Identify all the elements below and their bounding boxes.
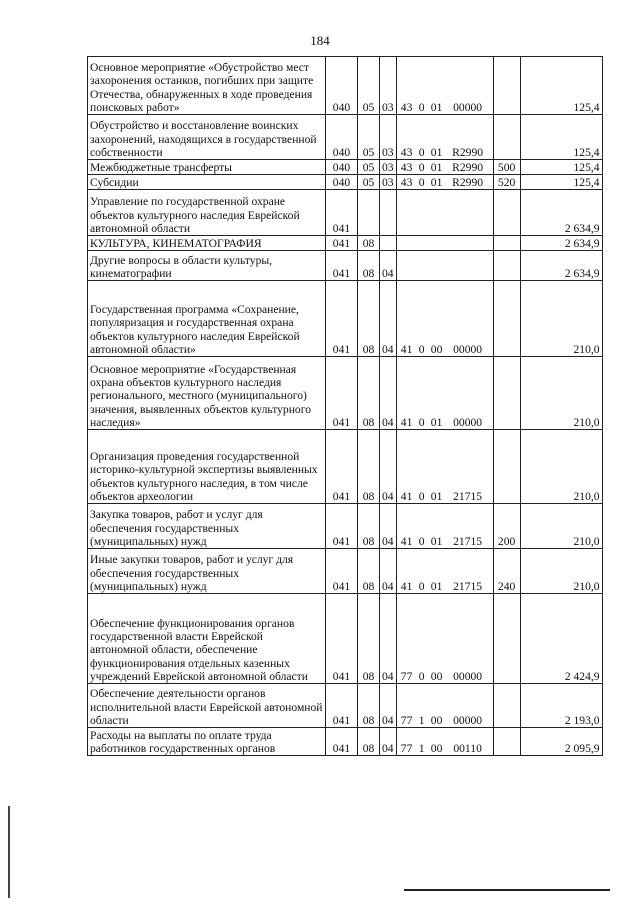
sum-cell <box>520 549 602 594</box>
ministry-cell <box>326 430 358 504</box>
ministry-cell <box>326 251 358 281</box>
table-row <box>88 504 603 549</box>
main-event-code: 00 <box>430 669 443 683</box>
ministry-cell <box>326 160 358 175</box>
subprogram-code: 0 <box>418 415 425 429</box>
section-cell <box>358 251 380 281</box>
subsection-cell <box>380 430 397 504</box>
direction-code: 21715 <box>453 534 483 548</box>
target-article-cell <box>396 281 493 357</box>
program-code: 43 <box>400 100 413 114</box>
ministry-code: 041 <box>332 221 351 235</box>
subsection-cell <box>380 549 397 594</box>
section-code: 08 <box>362 669 375 683</box>
subprogram-code: 0 <box>418 342 425 356</box>
section-code: 05 <box>362 145 375 159</box>
row-name-cell <box>88 160 326 175</box>
ministry-cell <box>326 504 358 549</box>
direction-code: R2990 <box>452 160 484 174</box>
section-cell <box>358 594 380 684</box>
ministry-code: 040 <box>332 175 351 189</box>
ministry-code: 040 <box>332 100 351 114</box>
section-cell <box>358 57 380 115</box>
expense-type-cell <box>493 549 520 594</box>
target-article-cell <box>396 357 493 430</box>
sum-cell <box>520 251 602 281</box>
subsection-cell <box>380 251 397 281</box>
expense-type-cell <box>493 236 520 251</box>
target-article-cell <box>396 57 493 115</box>
ministry-cell <box>326 115 358 160</box>
section-cell <box>358 281 380 357</box>
program-code: 43 <box>400 175 413 189</box>
section-cell <box>358 175 380 190</box>
main-event-code: 01 <box>430 415 443 429</box>
sum-cell <box>520 57 602 115</box>
direction-code: 00000 <box>453 713 483 727</box>
expense-type-cell <box>493 115 520 160</box>
subsection-cell <box>380 115 397 160</box>
target-article-cell <box>396 190 493 236</box>
budget-table <box>87 56 603 756</box>
target-article-cell <box>396 684 493 728</box>
ministry-code: 041 <box>332 342 351 356</box>
row-name-cell <box>88 57 326 115</box>
row-name-cell <box>88 281 326 357</box>
subprogram-code: 0 <box>418 145 425 159</box>
subsection-cell <box>380 504 397 549</box>
target-article-cell <box>396 594 493 684</box>
table-row <box>88 594 603 684</box>
ministry-cell <box>326 549 358 594</box>
expense-type-cell <box>493 594 520 684</box>
row-name: Субсидии <box>90 175 139 189</box>
subprogram-code: 0 <box>418 160 425 174</box>
row-name: Организация проведения государственной историко-культурной экспертизы выявленных объектов культурного наследия, в том числе объектов археологии <box>90 450 318 503</box>
expense-type-cell <box>493 160 520 175</box>
sum-value: 125,4 <box>573 145 600 159</box>
row-name: Основное мероприятие «Государственная охрана объектов культурного наследия регионального, местного (муниципального) значения, выявленных объектов культурного наследия» <box>90 362 311 429</box>
ministry-code: 040 <box>332 160 351 174</box>
ministry-cell <box>326 236 358 251</box>
section-code: 08 <box>362 489 375 503</box>
table-row <box>88 430 603 504</box>
scan-margin-mark <box>8 806 10 898</box>
main-event-code: 00 <box>430 741 443 755</box>
program-code: 77 <box>400 713 413 727</box>
ministry-cell <box>326 190 358 236</box>
subprogram-code: 1 <box>418 741 425 755</box>
section-cell <box>358 357 380 430</box>
ministry-code: 041 <box>332 534 351 548</box>
ministry-cell <box>326 57 358 115</box>
table-row <box>88 160 603 175</box>
subsection-code: 04 <box>382 741 394 755</box>
ministry-code: 041 <box>332 741 351 755</box>
target-article-cell <box>396 504 493 549</box>
sum-cell <box>520 728 602 756</box>
sum-value: 210,0 <box>573 489 600 503</box>
subsection-cell <box>380 190 397 236</box>
ministry-code: 041 <box>332 579 351 593</box>
section-cell <box>358 430 380 504</box>
row-name-cell <box>88 430 326 504</box>
subprogram-code: 0 <box>418 669 425 683</box>
expense-type-cell <box>493 190 520 236</box>
subsection-cell <box>380 594 397 684</box>
row-name: Межбюджетные трансферты <box>90 160 232 174</box>
section-cell <box>358 115 380 160</box>
expense-type-cell <box>493 175 520 190</box>
section-cell <box>358 160 380 175</box>
row-name-cell <box>88 175 326 190</box>
row-name: Обеспечение функционирования органов государственной власти Еврейской автономной области, обеспечение функционирования отдельных казенных учреждений Еврейской автономной области <box>90 616 308 683</box>
program-code: 77 <box>400 669 413 683</box>
ministry-code: 041 <box>332 236 351 250</box>
table-row <box>88 175 603 190</box>
sum-cell <box>520 160 602 175</box>
subsection-cell <box>380 357 397 430</box>
sum-cell <box>520 175 602 190</box>
table-row <box>88 684 603 728</box>
section-code: 05 <box>362 175 375 189</box>
ministry-cell <box>326 357 358 430</box>
sum-value: 2 634,9 <box>564 221 600 235</box>
section-cell <box>358 190 380 236</box>
main-event-code: 01 <box>430 160 443 174</box>
sum-value: 125,4 <box>573 100 600 114</box>
row-name: Обеспечение деятельности органов исполнительной власти Еврейской автономной области <box>90 687 323 727</box>
section-code: 08 <box>362 713 375 727</box>
subsection-code: 04 <box>382 266 394 280</box>
expense-type-cell <box>493 281 520 357</box>
main-event-code: 01 <box>430 534 443 548</box>
row-name: Закупка товаров, работ и услуг для обеспечения государственных (муниципальных) нужд <box>90 508 263 548</box>
subsection-code: 04 <box>382 579 394 593</box>
expense-type-cell <box>493 504 520 549</box>
row-name-cell <box>88 504 326 549</box>
section-code: 08 <box>362 266 375 280</box>
subsection-cell <box>380 684 397 728</box>
subprogram-code: 0 <box>418 175 425 189</box>
section-cell <box>358 236 380 251</box>
row-name-cell <box>88 594 326 684</box>
section-code: 08 <box>362 236 375 250</box>
program-code: 43 <box>400 145 413 159</box>
row-name: Иные закупки товаров, работ и услуг для обеспечения государственных (муниципальных) нужд <box>90 553 294 593</box>
table-row <box>88 57 603 115</box>
row-name: Обустройство и восстановление воинских захоронений, находящихся в государственной собственности <box>90 119 317 159</box>
sum-value: 2 634,9 <box>564 236 600 250</box>
table-row <box>88 281 603 357</box>
section-code: 05 <box>362 160 375 174</box>
main-event-code: 00 <box>430 342 443 356</box>
target-article-cell <box>396 160 493 175</box>
sum-value: 2 095,9 <box>564 741 600 755</box>
section-code: 08 <box>362 579 375 593</box>
subprogram-code: 0 <box>418 534 425 548</box>
subsection-code: 04 <box>382 713 394 727</box>
row-name: Основное мероприятие «Обустройство мест захоронения останков, погибших при защите Отечества, обнаруженных в ходе проведения поисковых работ» <box>90 61 314 114</box>
program-code: 41 <box>400 342 413 356</box>
table-row <box>88 357 603 430</box>
direction-code: 00110 <box>453 741 482 755</box>
main-event-code: 01 <box>430 100 443 114</box>
sum-value: 125,4 <box>573 160 600 174</box>
subprogram-code: 0 <box>418 100 425 114</box>
target-article-cell <box>396 115 493 160</box>
sum-cell <box>520 115 602 160</box>
subsection-cell <box>380 281 397 357</box>
expense-type-code: 200 <box>497 534 516 548</box>
target-article-cell <box>396 549 493 594</box>
expense-type-cell <box>493 251 520 281</box>
ministry-code: 040 <box>332 145 351 159</box>
sum-cell <box>520 357 602 430</box>
sum-value: 210,0 <box>573 534 600 548</box>
main-event-code: 01 <box>430 145 443 159</box>
row-name-cell <box>88 549 326 594</box>
expense-type-cell <box>493 57 520 115</box>
subsection-cell <box>380 236 397 251</box>
expense-type-cell <box>493 684 520 728</box>
subsection-code: 03 <box>382 100 394 114</box>
expense-type-cell <box>493 430 520 504</box>
main-event-code: 01 <box>430 175 443 189</box>
sum-cell <box>520 684 602 728</box>
section-cell <box>358 728 380 756</box>
sum-value: 210,0 <box>573 579 600 593</box>
direction-code: 00000 <box>453 415 483 429</box>
direction-code: 00000 <box>453 100 483 114</box>
ministry-code: 041 <box>332 489 351 503</box>
subprogram-code: 0 <box>418 579 425 593</box>
program-code: 41 <box>400 489 413 503</box>
subprogram-code: 1 <box>418 713 425 727</box>
row-name-cell <box>88 728 326 756</box>
ministry-code: 041 <box>332 415 351 429</box>
main-event-code: 01 <box>430 489 443 503</box>
ministry-cell <box>326 594 358 684</box>
table-row <box>88 728 603 756</box>
row-name-cell <box>88 684 326 728</box>
row-name: Расходы на выплаты по оплате труда работников государственных органов <box>90 728 276 755</box>
subprogram-code: 0 <box>418 489 425 503</box>
subsection-cell <box>380 57 397 115</box>
row-name-cell <box>88 357 326 430</box>
row-name: КУЛЬТУРА, КИНЕМАТОГРАФИЯ <box>90 236 262 250</box>
ministry-cell <box>326 728 358 756</box>
bottom-rule <box>404 889 610 891</box>
subsection-code: 04 <box>382 342 394 356</box>
main-event-code: 01 <box>430 579 443 593</box>
sum-value: 2 634,9 <box>564 266 600 280</box>
section-cell <box>358 504 380 549</box>
sum-cell <box>520 236 602 251</box>
target-article-cell <box>396 430 493 504</box>
direction-code: R2990 <box>452 145 484 159</box>
table-row <box>88 549 603 594</box>
program-code: 41 <box>400 534 413 548</box>
direction-code: R2990 <box>452 175 484 189</box>
ministry-cell <box>326 281 358 357</box>
subsection-code: 04 <box>382 415 394 429</box>
page-number: 184 <box>310 33 330 48</box>
sum-value: 210,0 <box>573 415 600 429</box>
section-code: 08 <box>362 741 375 755</box>
subsection-cell <box>380 175 397 190</box>
subsection-code: 03 <box>382 145 394 159</box>
ministry-code: 041 <box>332 266 351 280</box>
table-row <box>88 251 603 281</box>
program-code: 77 <box>400 741 413 755</box>
expense-type-cell <box>493 728 520 756</box>
row-name: Другие вопросы в области культуры, кинематографии <box>90 253 273 280</box>
row-name-cell <box>88 190 326 236</box>
direction-code: 21715 <box>453 489 483 503</box>
expense-type-code: 240 <box>497 579 516 593</box>
program-code: 43 <box>400 160 413 174</box>
ministry-code: 041 <box>332 669 351 683</box>
direction-code: 00000 <box>453 342 483 356</box>
section-code: 08 <box>362 534 375 548</box>
row-name: Государственная программа «Сохранение, популяризация и государственная охрана объектов культурного наследия Еврейской автономной области» <box>90 303 300 356</box>
sum-value: 2 424,9 <box>564 669 600 683</box>
subsection-code: 04 <box>382 489 394 503</box>
section-code: 08 <box>362 342 375 356</box>
main-event-code: 00 <box>430 713 443 727</box>
expense-type-code: 520 <box>497 175 516 189</box>
sum-cell <box>520 504 602 549</box>
expense-type-cell <box>493 357 520 430</box>
sum-cell <box>520 430 602 504</box>
section-cell <box>358 684 380 728</box>
sum-cell <box>520 281 602 357</box>
subsection-code: 03 <box>382 175 394 189</box>
subsection-cell <box>380 160 397 175</box>
sum-value: 125,4 <box>573 175 600 189</box>
table-row <box>88 236 603 251</box>
row-name-cell <box>88 236 326 251</box>
row-name-cell <box>88 251 326 281</box>
sum-cell <box>520 594 602 684</box>
program-code: 41 <box>400 415 413 429</box>
section-code: 05 <box>362 100 375 114</box>
row-name-cell <box>88 115 326 160</box>
target-article-cell <box>396 236 493 251</box>
subsection-code: 03 <box>382 160 394 174</box>
subsection-code: 04 <box>382 669 394 683</box>
subsection-cell <box>380 728 397 756</box>
program-code: 41 <box>400 579 413 593</box>
direction-code: 00000 <box>453 669 483 683</box>
sum-cell <box>520 190 602 236</box>
target-article-cell <box>396 728 493 756</box>
ministry-cell <box>326 684 358 728</box>
table-row <box>88 190 603 236</box>
subsection-code: 04 <box>382 534 394 548</box>
table-row <box>88 115 603 160</box>
ministry-code: 041 <box>332 713 351 727</box>
sum-value: 210,0 <box>573 342 600 356</box>
ministry-cell <box>326 175 358 190</box>
section-code: 08 <box>362 415 375 429</box>
expense-type-code: 500 <box>497 160 516 174</box>
direction-code: 21715 <box>453 579 483 593</box>
sum-value: 2 193,0 <box>564 713 600 727</box>
target-article-cell <box>396 251 493 281</box>
section-cell <box>358 549 380 594</box>
row-name: Управление по государственной охране объектов культурного наследия Еврейской автономной области <box>90 195 300 235</box>
target-article-cell <box>396 175 493 190</box>
